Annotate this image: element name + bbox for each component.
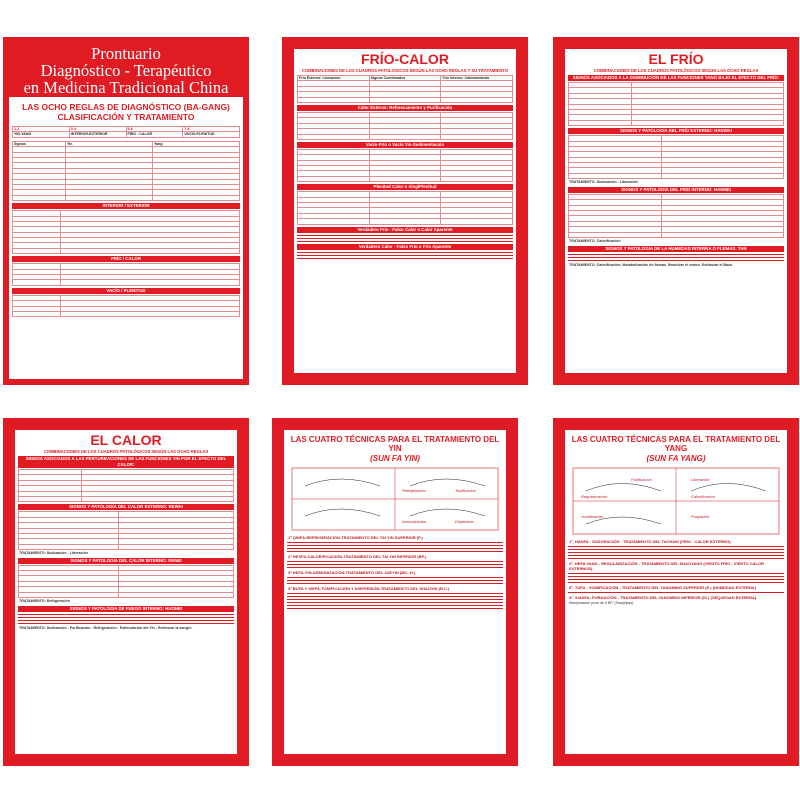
sheet-ocho-reglas (3, 37, 249, 385)
section-hanfa: 1º. HANFA - SUDORACIÓN - TRATAMIENTO DEL TAIYANG (FRÍO - CALOR EXTERNO). (569, 539, 732, 544)
section-frio-calor: FRÍO / CALOR (12, 256, 240, 262)
section-frio-interno: SIGNOS Y PATOLOGÍA DEL FRÍO INTERNO: HANNEI (568, 187, 784, 193)
sheet-subtitle: (SUN FA YIN) (370, 454, 420, 463)
cover-title: Prontuario Diagnóstico - Terapéutico en Medicina Tradicional China (23, 44, 229, 97)
sheet-frio-calor (282, 37, 528, 385)
diagram-lines (571, 466, 781, 536)
section-tufa: 3º. TUFA - VOMIFICACIÓN - TRATAMIENTO DEL YANGMING SUPERIOR (E.) (HUMEDAD EXTERNA) (569, 585, 757, 590)
combo-header-table: Frío Externo: Liberación Signos Combinados Frío Interno: Calentamiento (297, 75, 513, 103)
label-calorificacion: Calorificación (691, 494, 716, 499)
signs-table: Signos Yin Yang (12, 141, 240, 201)
label-refrigeracion: Refrigeración (402, 488, 426, 493)
label-purificacion: Purificación (631, 477, 652, 482)
label-purgacion: Purgación (691, 514, 710, 519)
frio-calor-table (12, 263, 240, 286)
section-qinfa: 1º QINFA-REFRIGERACIÓN-TRATAMIENTO DEL TAI YIN SUPERIOR (P.) (288, 535, 423, 540)
vacio-plenitud-table (12, 295, 240, 318)
section-vacio-frio: Vacío-Frío o Vacío Yin-Sedimentación (297, 142, 513, 148)
label-regularizacion: Regularización (581, 494, 608, 499)
sheet-subtitle: COMBINACIONES DE LOS CUADROS PATOLÓGICOS SEGÚN LAS OCHO REGLAS Y SU TRATAMIENTO (301, 68, 509, 73)
label-liberacion: Liberación (691, 477, 710, 482)
rules-table: 1-2 3-4 5-6 7-8 YIN-YANG INTERIOR-EXTERIOR FRÍO - CALOR VACÍO-PLENITUD (12, 126, 240, 138)
section-hefa-yin: 3º HEFA-YIN-ARMONIZACIÓN-TRATAMIENTO DEL JUEYIN (MC.-H.) (288, 570, 416, 575)
sheet-subtitle: (SUN FA YANG) (646, 454, 706, 463)
sheet-title: LAS CUATRO TÉCNICAS PARA EL TRATAMIENTO DEL YIN (290, 435, 500, 453)
section-fuego-interno: SIGNOS Y PATOLOGÍA DE FUEGO INTERNO: HUONEI (18, 606, 234, 612)
yang-diagram (571, 466, 781, 536)
section-calor-interno: SIGNOS Y PATOLOGÍA DEL CALOR INTERNO: RENEI (18, 558, 234, 564)
section-xiadfa: 4º. XIADFA: PURGACIÓN - TRATAMIENTO DEL YANGMING INFERIOR (IG.) (SEQUEDAD EXTERNA). (569, 595, 758, 600)
section-disminucion-yang: SIGNOS ASOCIADOS A LA DISMINUCIÓN DE LAS FUNCIONES YANG BAJO EL EFECTO DEL FRÍO: (568, 75, 784, 81)
label-armonizacion: Armonización (402, 519, 427, 524)
sheet-body (9, 97, 243, 379)
section-vacio-plenitud: VACÍO / PLENITUD (12, 288, 240, 294)
section-frio-externo: SIGNOS Y PATOLOGÍA DEL FRÍO EXTERNO: HANWAI (568, 128, 784, 134)
treatment-frio-interno: TRATAMIENTO: Calorificación (569, 238, 621, 243)
sheet-title: LAS OCHO REGLAS DE DIAGNÓSTICO (BA-GANG) (22, 102, 230, 112)
label-dispersion: Dispersión (455, 519, 474, 524)
section-verdadero-calor: Verdadero Calor - Falso Frío o Frío Aparente (297, 244, 513, 250)
sheet-el-calor (3, 418, 249, 766)
sheet-subtitle: COMBINACIONES DE LOS CUADROS PATOLÓGICOS SEGÚN LAS OCHO REGLAS (43, 449, 209, 454)
sheet-subtitle: COMBINACIONES DE LOS CUADROS PATOLÓGICOS SEGÚN LAS OCHO REGLAS (593, 68, 759, 73)
interior-exterior-table (12, 210, 240, 254)
section-hefa-yang: 2º. HEFA YANG - REGULARIZACIÓN - TRATAMIENTO DEL SHAOYANG (VIENTO FRÍO - VIENTO CALOR EXTERNOS). (569, 561, 764, 571)
section-perturbaciones-yin: SIGNOS ASOCIADOS A LAS PERTURBACIONES DE LAS FUNCIONES YIN POR EL EFECTO DEL CALOR: (18, 456, 234, 468)
sheet-title: FRÍO-CALOR (361, 51, 449, 67)
label-vomificacion: Vomificación (581, 514, 604, 519)
xiadfa-note: Manipulación picar de 5 BP. (Sanyinjiao) (569, 601, 634, 605)
sheet-tecnicas-yang (553, 418, 799, 766)
treatment-calor-interno: TRATAMIENTO: Refrigeración (19, 599, 70, 604)
section-calor-externo: Calor Externo: Refrescamiento y Purificación (297, 105, 513, 111)
sheet-el-frio (553, 37, 799, 385)
treatment-calor-externo: TRATAMIENTO: Sudoración - Liberación (19, 551, 88, 556)
sheet-title: EL FRÍO (648, 51, 704, 67)
treatment-frio-externo: TRATAMIENTO: Sudoración - Liberación (569, 180, 638, 185)
treatment-fuego: TRATAMIENTO: Sudoración - Purificación - Refrigeración - Estimulación del Yin - Refrescar la sangre. (19, 625, 193, 630)
treatment-humedad: TRATAMIENTO: Calorificación. Metabolización de flemas. Reactivar el centro. Estimular el Bazo. (569, 262, 733, 267)
section-interior-exterior: INTERIOR / EXTERIOR (12, 203, 240, 209)
sheet-tecnicas-yin (272, 418, 518, 766)
section-bufa-xiefa: 4º BUFA Y XIEFA-TONIFICACIÓN Y DISPERSIÓN-TRATAMIENTO DEL SHAOYIN (R.C.) (288, 586, 450, 591)
section-calor-externo: SIGNOS Y PATOLOGÍA DEL CALOR EXTERNO: REWAI (18, 504, 234, 510)
sheet-subtitle: CLASIFICACIÓN Y TRATAMIENTO (57, 112, 195, 122)
section-hexfa: 2º HEXFA-CALORIFICACIÓN-TRATAMIENTO DEL TAI YIN INFERIOR (BP.) (288, 554, 427, 559)
label-tonificacion: Tonificación (455, 488, 476, 493)
sheet-title: LAS CUATRO TÉCNICAS PARA EL TRATAMIENTO DEL YANG (571, 435, 781, 453)
section-verdadero-frio: Verdadero Frío - Falso Calor o Calor Aparente (297, 227, 513, 233)
sheet-title: EL CALOR (90, 432, 162, 448)
yin-diagram (290, 466, 500, 532)
section-plenitud-calor: Plenitud Calor o Xing/Plenitud (297, 184, 513, 190)
section-humedad-interna: SIGNOS Y PATOLOGÍA DE LA HUMEDAD INTERNA O FLEMAS: TAN (568, 246, 784, 252)
